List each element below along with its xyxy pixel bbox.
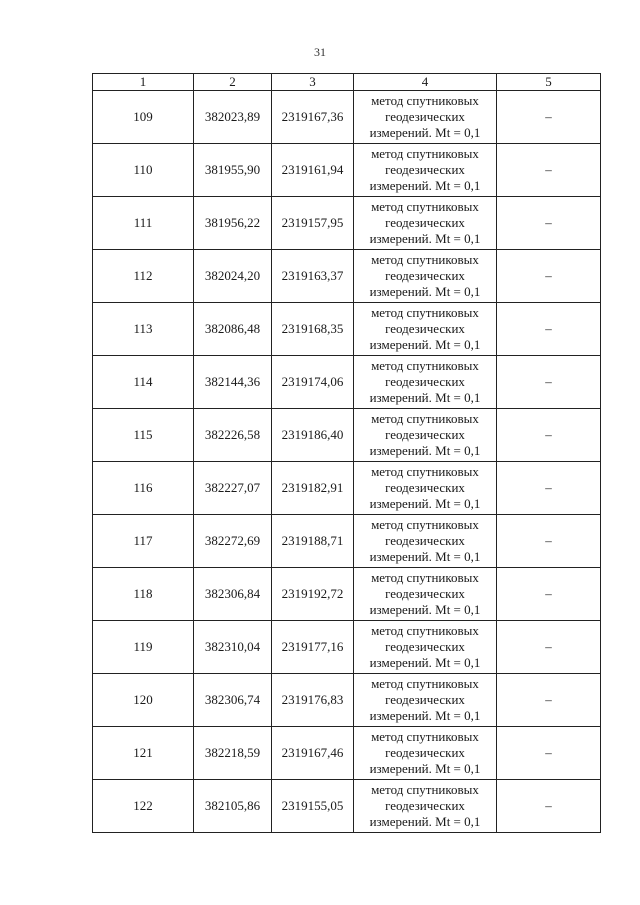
method-line: геодезических [385,798,465,813]
description-cell: – [497,91,601,144]
method-cell [354,780,497,833]
x-coordinate-cell: 382227,07 [194,462,272,515]
description-cell: – [497,409,601,462]
y-coordinate-cell: 2319174,06 [272,356,354,409]
description-cell: – [497,144,601,197]
column-header: 5 [497,74,601,91]
method-line: измерений. Mt = 0,1 [369,178,481,193]
table-row [93,409,601,462]
table-body [93,91,601,833]
method-line: метод спутниковых [371,729,479,744]
description-cell: – [497,250,601,303]
point-number-cell: 117 [93,515,194,568]
column-header: 2 [194,74,272,91]
point-number-cell: 109 [93,91,194,144]
method-line: геодезических [385,109,465,124]
table-row [93,144,601,197]
method-cell [354,568,497,621]
x-coordinate-cell: 382144,36 [194,356,272,409]
description-cell: – [497,674,601,727]
method-line: геодезических [385,162,465,177]
method-cell [354,727,497,780]
method-line: метод спутниковых [371,464,479,479]
method-line: геодезических [385,533,465,548]
column-header: 1 [93,74,194,91]
x-coordinate-cell: 382306,84 [194,568,272,621]
method-line: метод спутниковых [371,676,479,691]
method-line: метод спутниковых [371,782,479,797]
method-cell [354,674,497,727]
x-coordinate-cell: 382023,89 [194,91,272,144]
method-line: метод спутниковых [371,252,479,267]
table-row [93,250,601,303]
point-number-cell: 112 [93,250,194,303]
method-cell [354,515,497,568]
method-line: измерений. Mt = 0,1 [369,655,481,670]
point-number-cell: 111 [93,197,194,250]
method-cell [354,462,497,515]
y-coordinate-cell: 2319168,35 [272,303,354,356]
method-line: геодезических [385,215,465,230]
y-coordinate-cell: 2319186,40 [272,409,354,462]
method-cell [354,197,497,250]
method-line: измерений. Mt = 0,1 [369,337,481,352]
x-coordinate-cell: 382310,04 [194,621,272,674]
description-cell: – [497,356,601,409]
method-line: метод спутниковых [371,358,479,373]
x-coordinate-cell: 382218,59 [194,727,272,780]
method-line: измерений. Mt = 0,1 [369,231,481,246]
table-row [93,303,601,356]
method-cell [354,621,497,674]
description-cell: – [497,515,601,568]
point-number-cell: 119 [93,621,194,674]
method-line: измерений. Mt = 0,1 [369,284,481,299]
method-line: геодезических [385,427,465,442]
table-row [93,568,601,621]
method-line: метод спутниковых [371,146,479,161]
x-coordinate-cell: 381955,90 [194,144,272,197]
point-number-cell: 120 [93,674,194,727]
method-line: измерений. Mt = 0,1 [369,390,481,405]
point-number-cell: 121 [93,727,194,780]
coordinates-table [92,73,601,833]
x-coordinate-cell: 382226,58 [194,409,272,462]
y-coordinate-cell: 2319157,95 [272,197,354,250]
point-number-cell: 115 [93,409,194,462]
point-number-cell: 110 [93,144,194,197]
method-line: метод спутниковых [371,623,479,638]
method-cell [354,144,497,197]
description-cell: – [497,780,601,833]
table-row [93,462,601,515]
method-line: геодезических [385,639,465,654]
method-line: геодезических [385,321,465,336]
method-line: измерений. Mt = 0,1 [369,602,481,617]
description-cell: – [497,621,601,674]
method-line: метод спутниковых [371,199,479,214]
x-coordinate-cell: 382024,20 [194,250,272,303]
method-line: метод спутниковых [371,517,479,532]
method-line: геодезических [385,692,465,707]
method-line: геодезических [385,480,465,495]
point-number-cell: 113 [93,303,194,356]
y-coordinate-cell: 2319161,94 [272,144,354,197]
x-coordinate-cell: 382086,48 [194,303,272,356]
y-coordinate-cell: 2319155,05 [272,780,354,833]
y-coordinate-cell: 2319163,37 [272,250,354,303]
y-coordinate-cell: 2319188,71 [272,515,354,568]
method-line: метод спутниковых [371,411,479,426]
description-cell: – [497,568,601,621]
method-line: геодезических [385,586,465,601]
point-number-cell: 116 [93,462,194,515]
column-header: 3 [272,74,354,91]
y-coordinate-cell: 2319176,83 [272,674,354,727]
table-row [93,91,601,144]
method-line: метод спутниковых [371,570,479,585]
table-row [93,356,601,409]
table-row [93,515,601,568]
description-cell: – [497,197,601,250]
method-line: измерений. Mt = 0,1 [369,443,481,458]
method-cell [354,91,497,144]
table-row [93,674,601,727]
method-cell [354,250,497,303]
table-row [93,197,601,250]
method-line: метод спутниковых [371,305,479,320]
method-line: метод спутниковых [371,93,479,108]
description-cell: – [497,462,601,515]
description-cell: – [497,727,601,780]
x-coordinate-cell: 382306,74 [194,674,272,727]
method-line: измерений. Mt = 0,1 [369,708,481,723]
x-coordinate-cell: 382105,86 [194,780,272,833]
table-row [93,780,601,833]
column-header: 4 [354,74,497,91]
x-coordinate-cell: 381956,22 [194,197,272,250]
y-coordinate-cell: 2319167,36 [272,91,354,144]
point-number-cell: 122 [93,780,194,833]
method-line: измерений. Mt = 0,1 [369,549,481,564]
method-line: геодезических [385,745,465,760]
method-line: измерений. Mt = 0,1 [369,125,481,140]
point-number-cell: 114 [93,356,194,409]
y-coordinate-cell: 2319177,16 [272,621,354,674]
method-line: геодезических [385,268,465,283]
y-coordinate-cell: 2319182,91 [272,462,354,515]
y-coordinate-cell: 2319192,72 [272,568,354,621]
y-coordinate-cell: 2319167,46 [272,727,354,780]
method-cell [354,303,497,356]
method-cell [354,356,497,409]
method-line: геодезических [385,374,465,389]
method-line: измерений. Mt = 0,1 [369,761,481,776]
table-row [93,727,601,780]
page-number: 31 [314,45,326,59]
method-line: измерений. Mt = 0,1 [369,814,481,829]
table-row [93,621,601,674]
point-number-cell: 118 [93,568,194,621]
x-coordinate-cell: 382272,69 [194,515,272,568]
description-cell: – [497,303,601,356]
table-header-row [93,74,601,91]
method-line: измерений. Mt = 0,1 [369,496,481,511]
method-cell [354,409,497,462]
